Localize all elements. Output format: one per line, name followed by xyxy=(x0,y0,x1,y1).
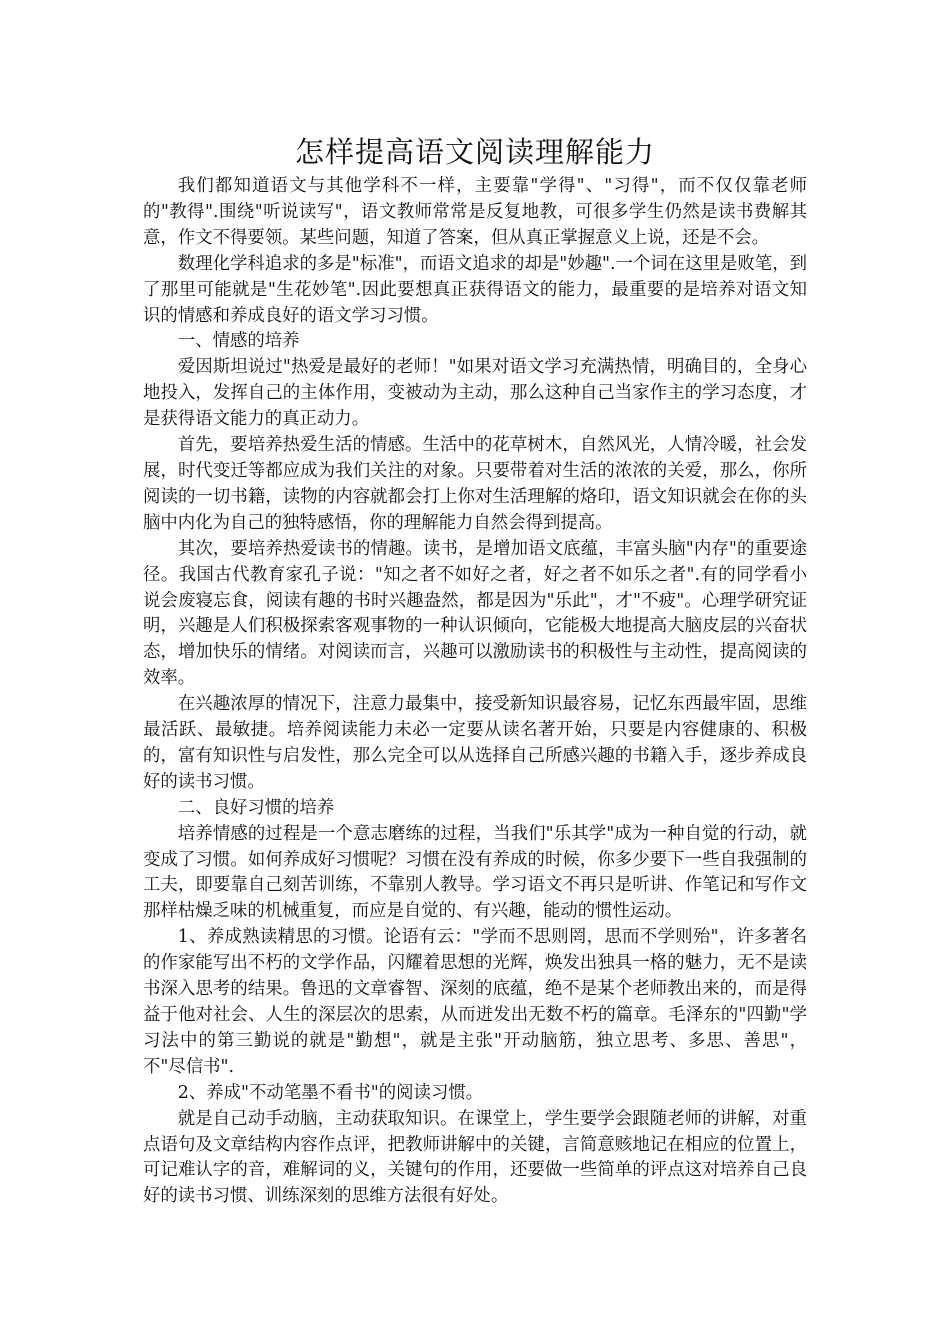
paragraph-2: 数理化学科追求的多是"标准"，而语文追求的却是"妙趣".一个词在这里是败笔，到了那里可能就是"生花妙笔".因此要想真正获得语文的能力，最重要的是培养对语文知识的情感和养成良好的语文学习习惯。 xyxy=(143,253,807,326)
paragraph-1: 我们都知道语文与其他学科不一样，主要靠"学得"、"习得"，而不仅仅靠老师的"教得".围绕"听说读写"，语文教师常常是反复地教，可很多学生仍然是读书费解其意，作文不得要领。某些问题，知道了答案，但从真正掌握意义上说，还是不会。 xyxy=(143,176,807,248)
paragraph-4: 首先，要培养热爱生活的情感。生活中的花草树木，自然风光，人情冷暖，社会发展，时代变迁等都应成为我们关注的对象。只要带着对生活的浓浓的关爱，那么，你所阅读的一切书籍，读物的内容就都会打上你对生活理解的烙印，语文知识就会在你的头脑中内化为自己的独特感悟，你的理解能力自然会得到提高。 xyxy=(143,435,807,533)
paragraph-7: 培养情感的过程是一个意志磨练的过程，当我们"乐其学"成为一种自觉的行动，就变成了习惯。如何养成好习惯呢？习惯在没有养成的时候，你多少要下一些自我强制的工夫，即要靠自己刻苦训练，不靠别人教导。学习语文不再只是听讲、作笔记和写作文那样枯燥乏味的机械重复，而应是自觉的、有兴趣，能动的惯性运动。 xyxy=(143,823,807,922)
paragraph-5: 其次，要培养热爱读书的情趣。读书，是增加语文底蕴，丰富头脑"内存"的重要途径。我国古代教育家孔子说："知之者不如好之者，好之者不如乐之者".有的同学看小说会废寝忘食，阅读有趣的书时兴趣盎然，都是因为"乐此"，才"不疲"。心理学研究证明，兴趣是人们积极探索客观事物的一种认识倾向，它能极大地提高大脑皮层的兴奋状态，增加快乐的情绪。对阅读而言，兴趣可以激励读书的积极性与主动性，提高阅读的效率。 xyxy=(143,538,807,689)
section-heading-2: 二、良好习惯的培养 xyxy=(177,797,335,818)
paragraph-9: 2、养成"不动笔墨不看书"的阅读习惯。 xyxy=(177,1082,484,1103)
paragraph-10: 就是自己动手动脑，主动获取知识。在课堂上，学生要学会跟随老师的讲解，对重点语句及文章结构内容作点评，把教师讲解中的关键，言简意赅地记在相应的位置上，可记难认字的音，难解词的义，关键句的作用，还要做一些简单的评点这对培养自己良好的读书习惯、训练深刻的思维方法很有好处。 xyxy=(143,1108,807,1207)
document-title: 怎样提高语文阅读理解能力 xyxy=(294,135,655,169)
paragraph-6: 在兴趣浓厚的情况下，注意力最集中，接受新知识最容易，记忆东西最牢固，思维最活跃、最敏捷。培养阅读能力未必一定要从读名著开始，只要是内容健康的、积极的，富有知识性与启发性，那么完全可以从选择自己所感兴趣的书籍入手，逐步养成良好的读书习惯。 xyxy=(143,694,807,792)
section-heading-1: 一、情感的培养 xyxy=(177,331,300,352)
paragraph-8: 1、养成熟读精思的习惯。论语有云："学而不思则罔，思而不学则殆"，许多著名的作家能写出不朽的文学作品，闪耀着思想的光辉，焕发出独具一格的魅力，无不是读书深入思考的结果。鲁迅的文章睿智、深刻的底蕴，绝不是某个老师教出来的，而是得益于他对社会、人生的深层次的思索，从而迸发出无数不朽的篇章。毛泽东的"四勤"学习法中的第三勤说的就是"勤想"，就是主张"开动脑筋，独立思考、多思、善思"，不"尽信书". xyxy=(143,927,807,1077)
document-page xyxy=(143,132,807,1210)
paragraph-3: 爱因斯坦说过"热爱是最好的老师！"如果对语文学习充满热情，明确目的，全身心地投入，发挥自己的主体作用，变被动为主动，那么这种自己当家作主的学习态度，才是获得语文能力的真正动力。 xyxy=(143,357,807,430)
